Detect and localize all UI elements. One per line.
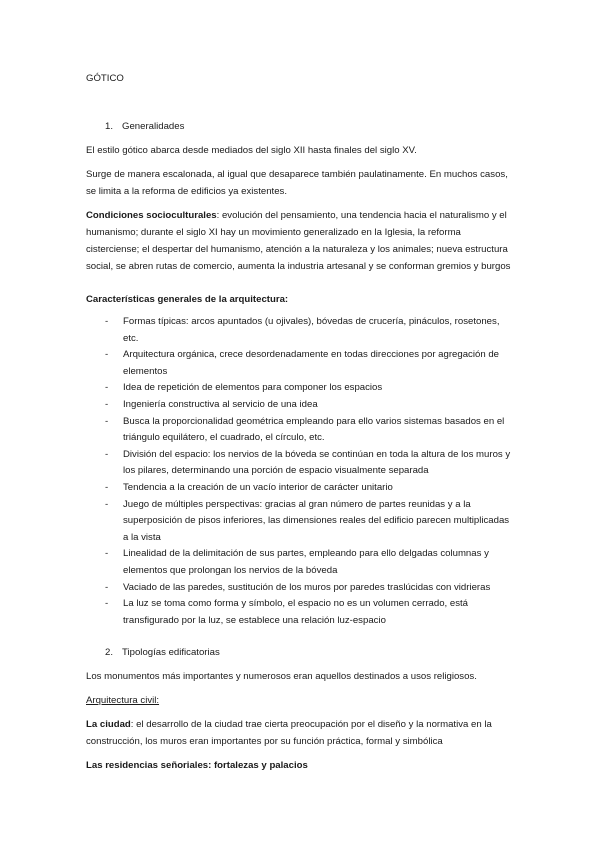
list-item: - División del espacio: los nervios de la bóveda se continúan en toda la altura de los muros y los pilares, determinando una porción de espacio visualmente separada: [105, 448, 511, 477]
bullet-marker: -: [105, 548, 109, 560]
list-item: - Formas típicas: arcos apuntados (u ojivales), bóvedas de crucería, pináculos, rosetones, etc.: [105, 316, 500, 344]
document-title: GÓTICO: [86, 73, 124, 84]
list-item: - Arquitectura orgánica, crece desordenadamente en todas direcciones por agregación de elementos: [105, 349, 499, 377]
bullet-marker: -: [105, 498, 109, 510]
bullet-marker: -: [105, 598, 109, 610]
section-1-paragraph: Surge de manera escalonada, al igual que desaparece también paulatinamente. En muchos casos, se limita a la reforma de edificios ya existentes.: [86, 169, 508, 197]
city-label: La ciudad: [86, 719, 131, 730]
bullet-marker: -: [105, 581, 109, 593]
conditions-text: : evolución del pensamiento, una tendencia hacia el naturalismo y el humanismo; durante el siglo XI hay un movimiento generalizado en la Iglesia, la reforma cisterciense; el despertar del humanismo, atención a la naturaleza y los animales; nueva estructura social, se abren rutas de comercio, aumenta la industria artesanal y se conforman gremios y burgos: [86, 210, 511, 272]
list-item: - Idea de repetición de elementos para componer los espacios: [105, 380, 517, 397]
list-item: - Busca la proporcionalidad geométrica empleando para ello varios sistemas basados en el triángulo equilátero, el cuadrado, el círculo, etc.: [105, 415, 505, 444]
city-paragraph: [86, 716, 516, 750]
section-2-heading: [105, 644, 535, 661]
characteristics-list: [105, 314, 517, 629]
bullet-marker: -: [105, 415, 109, 427]
city-text: : el desarrollo de la ciudad trae cierta preocupación por el diseño y la normativa en la construcción, los muros eran importantes por su función práctica, formal y simbólica: [86, 719, 492, 747]
bullet-marker: -: [105, 448, 109, 460]
section-1-number: 1.: [105, 121, 114, 132]
residences-heading: Las residencias señoriales: fortalezas y palacios: [86, 760, 308, 771]
characteristics-heading: Características generales de la arquitectura:: [86, 294, 289, 305]
list-item: - Juego de múltiples perspectivas: gracias al gran número de partes reunidas y a la superposición de pisos inferiores, las dimensiones reales del edificio parecen multiplicadas a la vista: [105, 498, 510, 543]
section-2-number: 2.: [105, 647, 114, 658]
list-item: - La luz se toma como forma y símbolo, el espacio no es un volumen cerrado, está transfigurado por la luz, se establece una relación luz-espacio: [105, 598, 469, 626]
conditions-label: Condiciones socioculturales: [86, 210, 217, 221]
conditions-paragraph: [86, 207, 516, 275]
bullet-marker: -: [105, 316, 109, 327]
list-item: - Linealidad de la delimitación de sus partes, empleando para ello delgadas columnas y elementos que prolongan los nervios de la bóveda: [105, 548, 489, 576]
list-item: - Vaciado de las paredes, sustitución de los muros por paredes traslúcidas con vidrieras: [105, 580, 517, 597]
list-item: - Ingeniería constructiva al servicio de una idea: [105, 397, 517, 414]
civil-architecture-heading: Arquitectura civil:: [86, 695, 160, 706]
bullet-marker: -: [105, 349, 109, 361]
bullet-marker: -: [105, 398, 109, 410]
section-1-title: Generalidades: [122, 121, 185, 132]
bullet-marker: -: [105, 382, 109, 394]
list-item: - Tendencia a la creación de un vacío interior de carácter unitario: [105, 480, 517, 497]
section-2-intro: Los monumentos más importantes y numerosos eran aquellos destinados a usos religiosos.: [86, 671, 477, 682]
bullet-marker: -: [105, 481, 109, 493]
section-1-intro: El estilo gótico abarca desde mediados del siglo XII hasta finales del siglo XV.: [86, 145, 417, 156]
section-1-heading: [105, 118, 535, 135]
section-2-title: Tipologías edificatorias: [122, 647, 220, 658]
